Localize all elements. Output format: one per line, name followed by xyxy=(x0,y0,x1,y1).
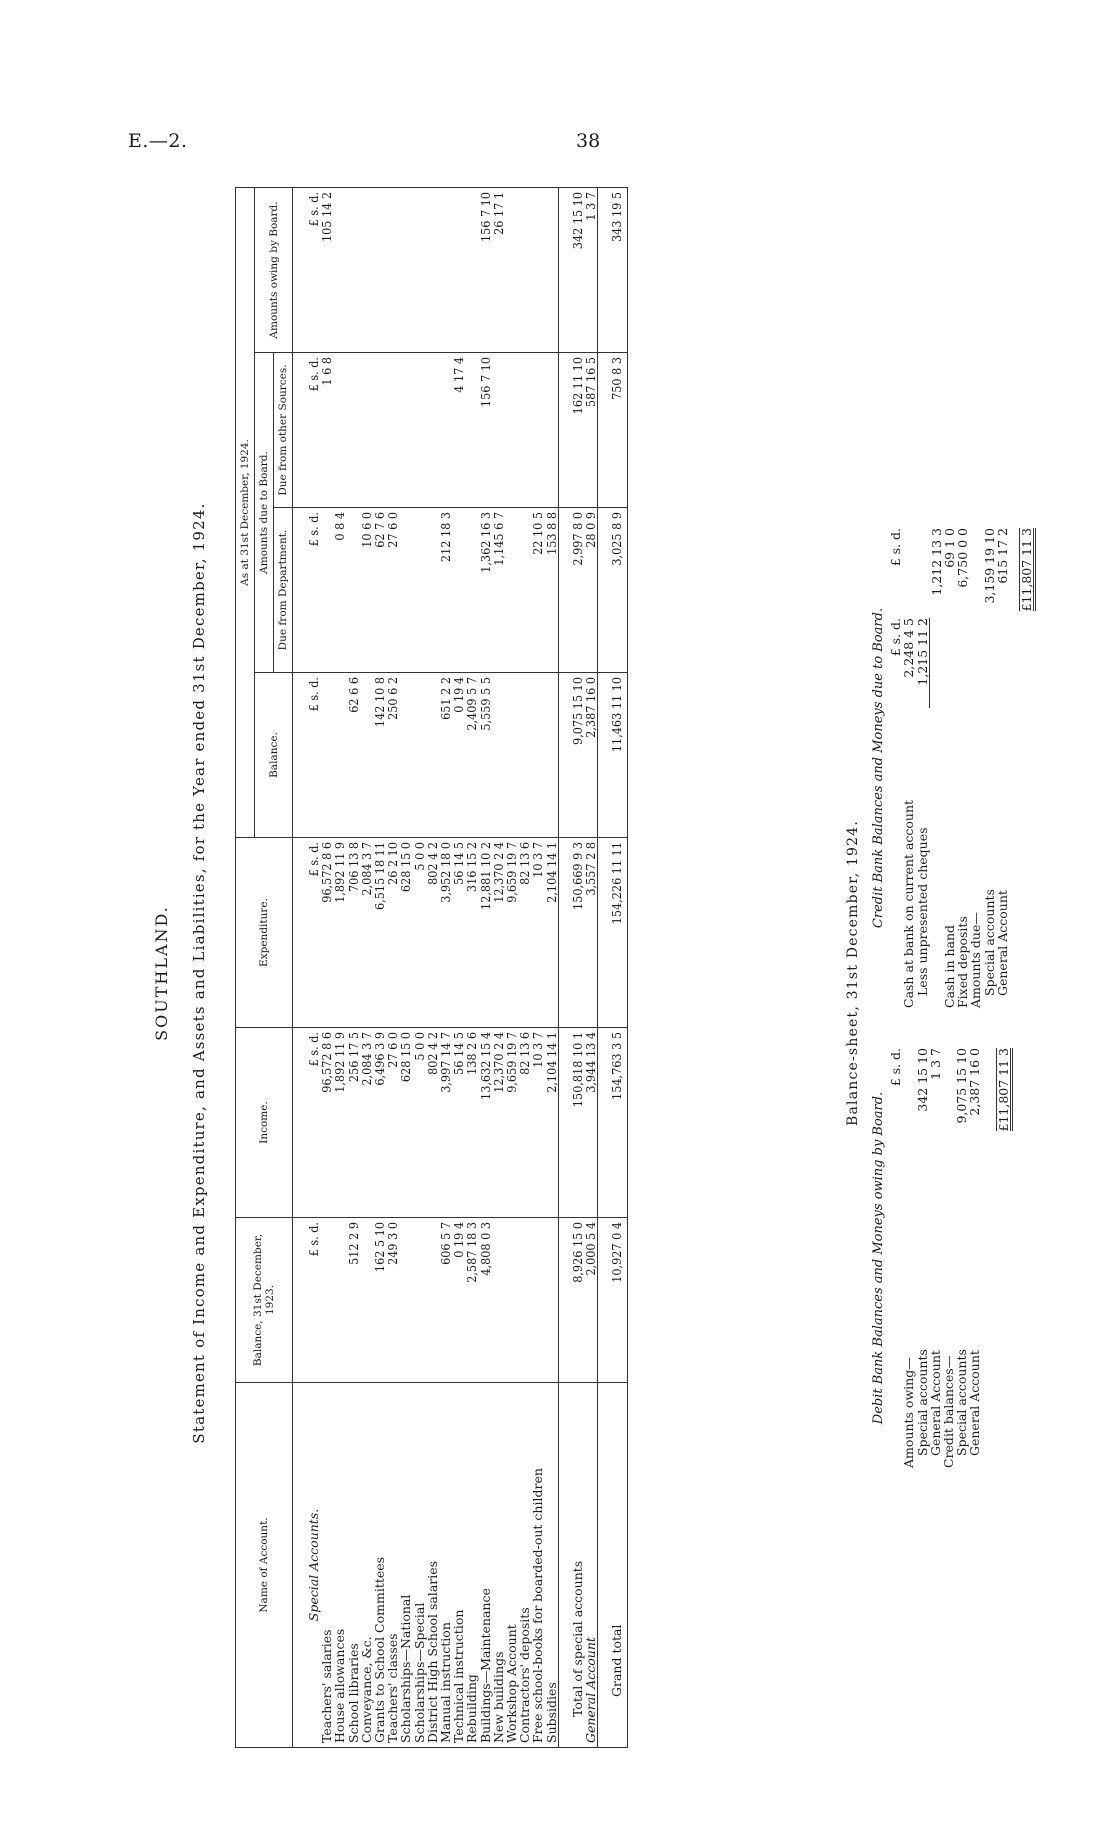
cell-due-other xyxy=(347,353,360,508)
special-accounts-label: Special accounts xyxy=(914,1349,930,1456)
fixed-deposits-label: Fixed deposits xyxy=(955,916,971,1008)
cell-expenditure: 5 0 0 xyxy=(413,838,426,1028)
account-row xyxy=(347,187,360,1747)
account-row xyxy=(531,187,544,1747)
cell-income: 27 6 0 xyxy=(386,1028,399,1218)
general-account-row xyxy=(584,187,598,1747)
region-heading: SOUTHLAND. xyxy=(152,905,171,1041)
cell-income: 9,659 19 7 xyxy=(505,1028,518,1218)
owing-label: Amounts owing— xyxy=(901,1357,917,1468)
cash-hand-value: 69 1 0 xyxy=(942,528,958,568)
cell-due-department xyxy=(399,508,412,673)
cell-balance-1923 xyxy=(399,1218,412,1383)
statement-title: Statement of Income and Expenditure, and Assets and Liabilities, for the Year ended 31st December, 1924. xyxy=(190,502,208,1444)
credit-special-value: 9,075 15 10 xyxy=(954,1048,970,1124)
cell-income: 2,104 14 1 xyxy=(545,1028,559,1218)
cell-due-department: 10 6 0 xyxy=(360,508,373,673)
cell-balance-1923 xyxy=(545,1218,559,1383)
due-special-value: 3,159 19 10 xyxy=(981,528,997,604)
cell-expenditure: 10 3 7 xyxy=(531,838,544,1028)
cell-balance: 5,559 5 5 xyxy=(479,673,492,838)
due-special-label: Special accounts xyxy=(981,889,997,996)
account-row xyxy=(373,187,386,1747)
cell-balance: 9,075 15 10 xyxy=(558,673,584,838)
general-account-value: 1 3 7 xyxy=(927,1048,943,1080)
account-name: Scholarships—Special xyxy=(413,1383,426,1748)
cell-due-department: 3,025 8 9 xyxy=(598,508,628,673)
unit-cell: £ s. d. xyxy=(293,353,321,508)
cell-due-department: 1,362 16 3 xyxy=(479,508,492,673)
cell-owing xyxy=(426,187,439,352)
cell-owing xyxy=(347,187,360,352)
units-label: £ s. d. xyxy=(888,528,904,567)
account-row xyxy=(492,187,505,1747)
cell-due-department: 22 10 5 xyxy=(531,508,544,673)
cell-balance xyxy=(492,673,505,838)
cell-owing xyxy=(518,187,531,352)
col-as-at-1924: As at 31st December, 1924. xyxy=(236,187,255,837)
account-name: Technical instruction xyxy=(452,1383,465,1748)
account-row xyxy=(360,187,373,1747)
page-number: 38 xyxy=(576,130,601,152)
credit-total: £11,807 11 3 xyxy=(1019,528,1036,612)
statement-body xyxy=(293,187,559,1747)
unit-cell: £ s. d. xyxy=(293,1218,321,1383)
account-name: Free school-books for boarded-out children xyxy=(531,1383,544,1748)
cell-due-department xyxy=(413,508,426,673)
cell-income: 256 17 5 xyxy=(347,1028,360,1218)
account-name: Contractors' deposits xyxy=(518,1383,531,1748)
account-row xyxy=(479,187,492,1747)
col-expenditure: Expenditure. xyxy=(236,838,293,1028)
cell-balance: 142 10 8 xyxy=(373,673,386,838)
cell-income: 138 2 6 xyxy=(465,1028,478,1218)
cell-expenditure: 1,892 11 9 xyxy=(333,838,346,1028)
cell-owing xyxy=(413,187,426,352)
credit-special-label: Special accounts xyxy=(954,1349,970,1456)
cell-owing xyxy=(333,187,346,352)
account-name: Subsidies xyxy=(545,1383,559,1748)
cell-balance xyxy=(505,673,518,838)
cell-due-other xyxy=(399,353,412,508)
cash-bank-label: Cash at bank on current account xyxy=(901,799,917,1008)
account-name: Rebuilding xyxy=(465,1383,478,1748)
cell-balance-1923: 606 5 7 xyxy=(439,1218,452,1383)
cell-due-department: 2,997 8 0 xyxy=(558,508,584,673)
amounts-due-label: Amounts due— xyxy=(968,912,984,1008)
cell-owing xyxy=(360,187,373,352)
cell-balance-1923: 2,587 18 3 xyxy=(465,1218,478,1383)
cell-due-other xyxy=(360,353,373,508)
cell-due-other: 4 17 4 xyxy=(452,353,465,508)
cell-owing: 105 14 2 xyxy=(320,187,333,352)
cell-expenditure: 9,659 19 7 xyxy=(505,838,518,1028)
account-name: Teachers' salaries xyxy=(320,1383,333,1748)
cell-balance xyxy=(545,673,559,838)
page-reference: E.—2. xyxy=(128,130,188,152)
account-name: School libraries xyxy=(347,1383,360,1748)
units-row xyxy=(293,187,321,1747)
cell-expenditure: 6,515 18 11 xyxy=(373,838,386,1028)
account-name: Manual instruction xyxy=(439,1383,452,1748)
cell-expenditure: 2,104 14 1 xyxy=(545,838,559,1028)
cell-due-other xyxy=(545,353,559,508)
cell-expenditure: 150,669 9 3 xyxy=(558,838,584,1028)
less-cheques-label: Less unpresented cheques xyxy=(914,827,930,996)
cell-balance-1923: 2,000 5 4 xyxy=(584,1218,598,1383)
unit-cell: £ s. d. xyxy=(293,1028,321,1218)
cell-owing: 156 7 10 xyxy=(479,187,492,352)
due-general-label: General Account xyxy=(994,890,1010,996)
account-name: Grants to School Committees xyxy=(373,1383,386,1748)
cell-owing xyxy=(531,187,544,352)
cell-balance xyxy=(518,673,531,838)
account-name: Scholarships—National xyxy=(399,1383,412,1748)
statement-table xyxy=(235,187,628,1748)
account-row xyxy=(439,187,452,1747)
account-name: Conveyance, &c. xyxy=(360,1383,373,1748)
cell-due-other: 162 11 10 xyxy=(558,353,584,508)
cell-owing xyxy=(399,187,412,352)
cell-balance-1923 xyxy=(518,1218,531,1383)
units-label: £ s. d. xyxy=(888,618,904,657)
cell-expenditure: 12,881 10 2 xyxy=(479,838,492,1028)
cell-due-other xyxy=(492,353,505,508)
cell-expenditure: 96,572 8 6 xyxy=(320,838,333,1028)
cell-owing xyxy=(465,187,478,352)
cell-due-department: 27 6 0 xyxy=(386,508,399,673)
cell-income: 2,084 3 7 xyxy=(360,1028,373,1218)
cell-balance-1923 xyxy=(531,1218,544,1383)
cell-balance xyxy=(333,673,346,838)
cell-balance-1923: 512 2 9 xyxy=(347,1218,360,1383)
credit-general-label: General Account xyxy=(967,1350,983,1456)
cell-income: 82 13 6 xyxy=(518,1028,531,1218)
cell-income: 802 4 2 xyxy=(426,1028,439,1218)
special-accounts-value: 342 15 10 xyxy=(914,1048,930,1112)
cell-due-department: 1,145 6 7 xyxy=(492,508,505,673)
cell-owing xyxy=(439,187,452,352)
cell-expenditure: 154,226 11 11 xyxy=(598,838,628,1028)
debit-section xyxy=(872,1048,1013,1468)
cell-balance xyxy=(399,673,412,838)
cell-balance-1923 xyxy=(505,1218,518,1383)
cell-expenditure: 2,084 3 7 xyxy=(360,838,373,1028)
col-balance: Balance. xyxy=(255,673,293,838)
unit-cell: £ s. d. xyxy=(293,508,321,673)
cell-owing xyxy=(373,187,386,352)
section-heading: Special Accounts. xyxy=(293,1383,321,1748)
cell-income: 12,370 2 4 xyxy=(492,1028,505,1218)
cell-balance: 2,387 16 0 xyxy=(584,673,598,838)
debit-heading: Debit Bank Balances and Moneys owing by Board. xyxy=(871,1091,886,1425)
cell-due-department xyxy=(465,508,478,673)
balance-sheet-title: Balance-sheet, 31st December, 1924. xyxy=(845,820,861,1126)
cell-due-other: 1 6 8 xyxy=(320,353,333,508)
cell-owing xyxy=(505,187,518,352)
cell-income: 3,997 14 7 xyxy=(439,1028,452,1218)
general-account-label: General Account xyxy=(927,1350,943,1456)
cell-due-department: 28 0 9 xyxy=(584,508,598,673)
cell-balance: 2,409 5 7 xyxy=(465,673,478,838)
cash-hand-label: Cash in hand xyxy=(942,924,958,1008)
cell-owing: 1 3 7 xyxy=(584,187,598,352)
credit-heading: Credit Bank Balances and Moneys due to Board. xyxy=(871,607,886,929)
account-name: District High School salaries xyxy=(426,1383,439,1748)
debit-total: £11,807 11 3 xyxy=(996,1048,1013,1132)
cell-balance-1923: 0 19 4 xyxy=(452,1218,465,1383)
cell-balance-1923: 249 3 0 xyxy=(386,1218,399,1383)
cell-expenditure: 316 15 2 xyxy=(465,838,478,1028)
cash-bank-value: 2,248 4 5 xyxy=(901,618,917,678)
col-name-account: Name of Account. xyxy=(236,1383,293,1748)
cell-owing: 343 19 5 xyxy=(598,187,628,352)
account-name: Workshop Account xyxy=(505,1383,518,1748)
cell-balance: 651 2 2 xyxy=(439,673,452,838)
cell-expenditure: 26 2 10 xyxy=(386,838,399,1028)
credit-general-value: 2,387 16 0 xyxy=(967,1048,983,1116)
credit-section xyxy=(872,528,1036,1008)
cell-balance-1923 xyxy=(413,1218,426,1383)
cell-due-department: 62 7 6 xyxy=(373,508,386,673)
cell-due-other xyxy=(373,353,386,508)
cell-due-other xyxy=(505,353,518,508)
cell-income: 6,496 3 9 xyxy=(373,1028,386,1218)
account-name: New buildings xyxy=(492,1383,505,1748)
col-amounts-due: Amounts due to Board. xyxy=(255,353,274,673)
cell-due-other xyxy=(426,353,439,508)
row-name: Grand total xyxy=(598,1383,628,1748)
col-balance-1923: Balance, 31st December, 1923. xyxy=(236,1218,293,1383)
cell-balance xyxy=(531,673,544,838)
cell-balance: 250 6 2 xyxy=(386,673,399,838)
account-name: Buildings—Maintenance xyxy=(479,1383,492,1748)
account-row xyxy=(545,187,559,1747)
cell-due-other: 156 7 10 xyxy=(479,353,492,508)
account-row xyxy=(426,187,439,1747)
cell-income: 13,632 15 4 xyxy=(479,1028,492,1218)
cell-income: 56 14 5 xyxy=(452,1028,465,1218)
cell-expenditure: 56 14 5 xyxy=(452,838,465,1028)
cell-income: 96,572 8 6 xyxy=(320,1028,333,1218)
col-income: Income. xyxy=(236,1028,293,1218)
col-due-department: Due from Department. xyxy=(274,508,293,673)
cell-expenditure: 12,370 2 4 xyxy=(492,838,505,1028)
units-label: £ s. d. xyxy=(888,1048,904,1087)
cell-balance-1923: 4,808 0 3 xyxy=(479,1218,492,1383)
credit-balances-label: Credit balances— xyxy=(941,1355,957,1468)
cell-balance-1923: 8,926 15 0 xyxy=(558,1218,584,1383)
cell-due-department xyxy=(452,508,465,673)
cell-balance-1923: 10,927 0 4 xyxy=(598,1218,628,1383)
row-name: Total of special accounts xyxy=(558,1383,584,1748)
cell-balance xyxy=(320,673,333,838)
unit-cell: £ s. d. xyxy=(293,838,321,1028)
account-row xyxy=(413,187,426,1747)
cell-expenditure: 802 4 2 xyxy=(426,838,439,1028)
cell-due-department xyxy=(347,508,360,673)
cell-balance: 11,463 11 10 xyxy=(598,673,628,838)
cell-balance-1923 xyxy=(320,1218,333,1383)
account-row xyxy=(320,187,333,1747)
account-row xyxy=(399,187,412,1747)
unit-cell: £ s. d. xyxy=(293,187,321,352)
due-general-value: 615 17 2 xyxy=(994,528,1010,584)
cell-due-department: 153 8 8 xyxy=(545,508,559,673)
cell-due-other xyxy=(465,353,478,508)
less-cheques-value: 1,215 11 2 xyxy=(916,618,930,708)
account-row xyxy=(333,187,346,1747)
cell-income: 154,763 3 5 xyxy=(598,1028,628,1218)
account-row xyxy=(452,187,465,1747)
cell-due-other: 750 8 3 xyxy=(598,353,628,508)
cell-income: 1,892 11 9 xyxy=(333,1028,346,1218)
col-due-other: Due from other Sources. xyxy=(274,353,293,508)
cell-due-department: 0 8 4 xyxy=(333,508,346,673)
cell-owing xyxy=(545,187,559,352)
account-row xyxy=(465,187,478,1747)
cell-expenditure: 3,952 18 0 xyxy=(439,838,452,1028)
rotated-page-body xyxy=(140,158,1100,1788)
cell-expenditure: 3,557 2 8 xyxy=(584,838,598,1028)
cell-balance-1923: 162 5 10 xyxy=(373,1218,386,1383)
cell-owing: 342 15 10 xyxy=(558,187,584,352)
cell-income: 3,944 13 4 xyxy=(584,1028,598,1218)
cell-due-department: 212 18 3 xyxy=(439,508,452,673)
total-special-row xyxy=(558,187,584,1747)
totals-body xyxy=(558,187,628,1747)
cell-due-other: 587 16 5 xyxy=(584,353,598,508)
cell-due-other xyxy=(413,353,426,508)
cell-balance-1923 xyxy=(333,1218,346,1383)
cell-income: 5 0 0 xyxy=(413,1028,426,1218)
cell-balance xyxy=(413,673,426,838)
cell-owing xyxy=(452,187,465,352)
account-row xyxy=(386,187,399,1747)
cell-expenditure: 82 13 6 xyxy=(518,838,531,1028)
cell-balance-1923 xyxy=(492,1218,505,1383)
cell-due-other xyxy=(386,353,399,508)
row-name: General Account xyxy=(584,1383,598,1748)
cell-owing: 26 17 1 xyxy=(492,187,505,352)
account-name: Teachers' classes xyxy=(386,1383,399,1748)
account-row xyxy=(505,187,518,1747)
fixed-deposits-value: 6,750 0 0 xyxy=(955,528,971,588)
grand-total-row xyxy=(598,187,628,1747)
cell-balance: 0 19 4 xyxy=(452,673,465,838)
cell-expenditure: 706 13 8 xyxy=(347,838,360,1028)
cell-owing xyxy=(386,187,399,352)
cell-expenditure: 628 15 0 xyxy=(399,838,412,1028)
cell-due-department xyxy=(505,508,518,673)
net-bank-value: 1,212 13 3 xyxy=(928,528,944,596)
unit-cell: £ s. d. xyxy=(293,673,321,838)
cell-due-other xyxy=(518,353,531,508)
cell-income: 10 3 7 xyxy=(531,1028,544,1218)
cell-due-other xyxy=(333,353,346,508)
account-name: House allowances xyxy=(333,1383,346,1748)
cell-income: 150,818 10 1 xyxy=(558,1028,584,1218)
cell-balance: 62 6 6 xyxy=(347,673,360,838)
cell-income: 628 15 0 xyxy=(399,1028,412,1218)
cell-due-other xyxy=(531,353,544,508)
col-amounts-owing: Amounts owing by Board. xyxy=(255,187,293,352)
